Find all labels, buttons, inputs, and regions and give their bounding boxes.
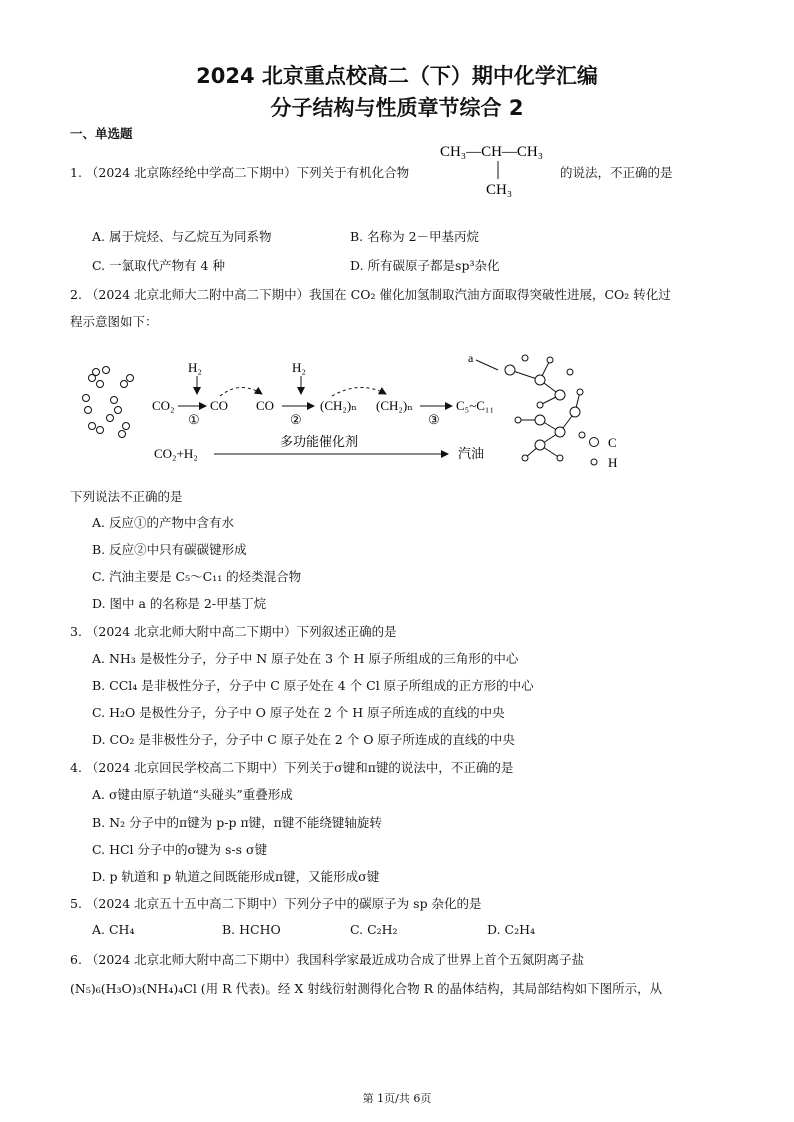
q2-option-b[interactable]: B. 反应②中只有碳碳键形成 (92, 542, 247, 557)
q5-option-a[interactable]: A. CH₄ (92, 922, 135, 937)
hydrogen-legend-label: H (608, 455, 618, 470)
q3-option-a[interactable]: A. NH₃ 是极性分子，分子中 N 原子处在 3 个 H 原子所组成的三角形的中心 (92, 651, 519, 666)
q1-stem: 1. （2024 北京陈经纶中学高二下期中）下列关于有机化合物 (70, 165, 410, 180)
q4-option-d[interactable]: D. p 轨道和 p 轨道之间既能形成π键，又能形成σ键 (92, 869, 380, 884)
q5-option-d[interactable]: D. C₂H₄ (487, 922, 536, 937)
q1-option-b[interactable]: B. 名称为 2－甲基丙烷 (350, 229, 480, 244)
q3-stem: 3. （2024 北京北师大附中高二下期中）下列叙述正确的是 (70, 624, 397, 639)
co-dashed-arrow (220, 387, 262, 396)
q1-option-c[interactable]: C. 一氯取代产物有 4 种 (92, 258, 225, 273)
q2-option-d[interactable]: D. 图中 a 的名称是 2-甲基丁烷 (92, 596, 267, 611)
catalyst-label: 多功能催化剂 (280, 434, 359, 449)
q3-option-d[interactable]: D. CO₂ 是非极性分子，分子中 C 原子处在 2 个 O 原子所连成的直线的中央 (92, 732, 515, 747)
q1-structure-main: CH₃—CH—CH₃ (440, 144, 543, 160)
ch2-dashed-arrow (332, 387, 386, 396)
gasoline-label: 汽油 (458, 446, 485, 461)
q2-stem-line2: 程示意图如下： (70, 314, 158, 329)
co-label-b: CO (256, 398, 275, 413)
hydrocarbon-molecules-icon (505, 355, 585, 461)
q6-stem-line2: (N₅)₆(H₃O)₃(NH₄)₄Cl (用 R 代表)。经 X 射线衍射测得化合物 R 的晶体结构，其局部结构如下图所示，从 (70, 981, 663, 996)
q4-stem: 4. （2024 北京回民学校高二下期中）下列关于σ键和π键的说法中，不正确的是 (70, 760, 514, 775)
step2-label: ② (290, 412, 302, 427)
step1-label: ① (188, 412, 200, 427)
q3-option-b[interactable]: B. CCl₄ 是非极性分子，分子中 C 原子处在 4 个 Cl 原子所组成的正方形的中心 (92, 678, 534, 693)
carbon-legend-label: C (608, 435, 617, 450)
q5-option-b[interactable]: B. HCHO (222, 922, 281, 937)
q1-option-a[interactable]: A. 属于烷烃、与乙烷互为同系物 (92, 229, 272, 244)
q4-option-a[interactable]: A. σ键由原子轨道“头碰头”重叠形成 (92, 787, 293, 802)
step3-label: ③ (428, 412, 440, 427)
page-title: 2024 北京重点校高二（下）期中化学汇编 (196, 64, 598, 88)
ch2-label-a: (CH₂)ₙ (320, 398, 357, 413)
q6-stem-line1: 6. （2024 北京北师大附中高二下期中）我国科学家最近成功合成了世界上首个五氮阴离子盐 (70, 952, 585, 967)
co-label-a: CO (210, 398, 229, 413)
page-subtitle: 分子结构与性质章节综合 2 (270, 96, 524, 120)
q2-prompt: 下列说法不正确的是 (70, 489, 183, 504)
ch2-label-b: (CH₂)ₙ (376, 398, 413, 413)
q1-structure-branch: CH₃ (486, 182, 513, 198)
carbon-legend-icon (590, 438, 599, 447)
q4-option-b[interactable]: B. N₂ 分子中的π键为 p-p π键，π键不能绕键轴旋转 (92, 815, 382, 830)
q2-stem-line1: 2. （2024 北京北师大二附中高二下期中）我国在 CO₂ 催化加氢制取汽油方面取得突破性进展，CO₂ 转化过 (70, 287, 671, 302)
q2-option-c[interactable]: C. 汽油主要是 C₅～C₁₁ 的烃类混合物 (92, 569, 302, 584)
co2-molecules-icon (83, 367, 134, 438)
q1-structure (436, 136, 566, 200)
h2-label-1: H₂ (188, 360, 202, 375)
section-heading: 一、单选题 (70, 126, 133, 141)
q5-option-c[interactable]: C. C₂H₂ (350, 922, 398, 937)
co2-h2-label: CO₂+H₂ (154, 446, 198, 461)
co2-label: CO₂ (152, 398, 175, 413)
q1-option-d[interactable]: D. 所有碳原子都是sp³杂化 (350, 258, 500, 273)
q4-option-c[interactable]: C. HCl 分子中的σ键为 s-s σ键 (92, 842, 268, 857)
h2-label-2: H₂ (292, 360, 306, 375)
q2-process-diagram (70, 340, 670, 480)
q2-option-a[interactable]: A. 反应①的产物中含有水 (92, 515, 234, 530)
c5-c11-label: C₅~C₁₁ (456, 398, 494, 413)
molecule-a-pointer (476, 360, 498, 370)
page-number: 第 1页/共 6页 (362, 1092, 432, 1105)
hydrogen-legend-icon (591, 459, 597, 465)
q5-stem: 5. （2024 北京五十五中高二下期中）下列分子中的碳原子为 sp 杂化的是 (70, 896, 482, 911)
q1-stem-end: 的说法，不正确的是 (560, 165, 673, 180)
molecule-a-label: a (468, 351, 474, 365)
q3-option-c[interactable]: C. H₂O 是极性分子，分子中 O 原子处在 2 个 H 原子所连成的直线的中央 (92, 705, 505, 720)
